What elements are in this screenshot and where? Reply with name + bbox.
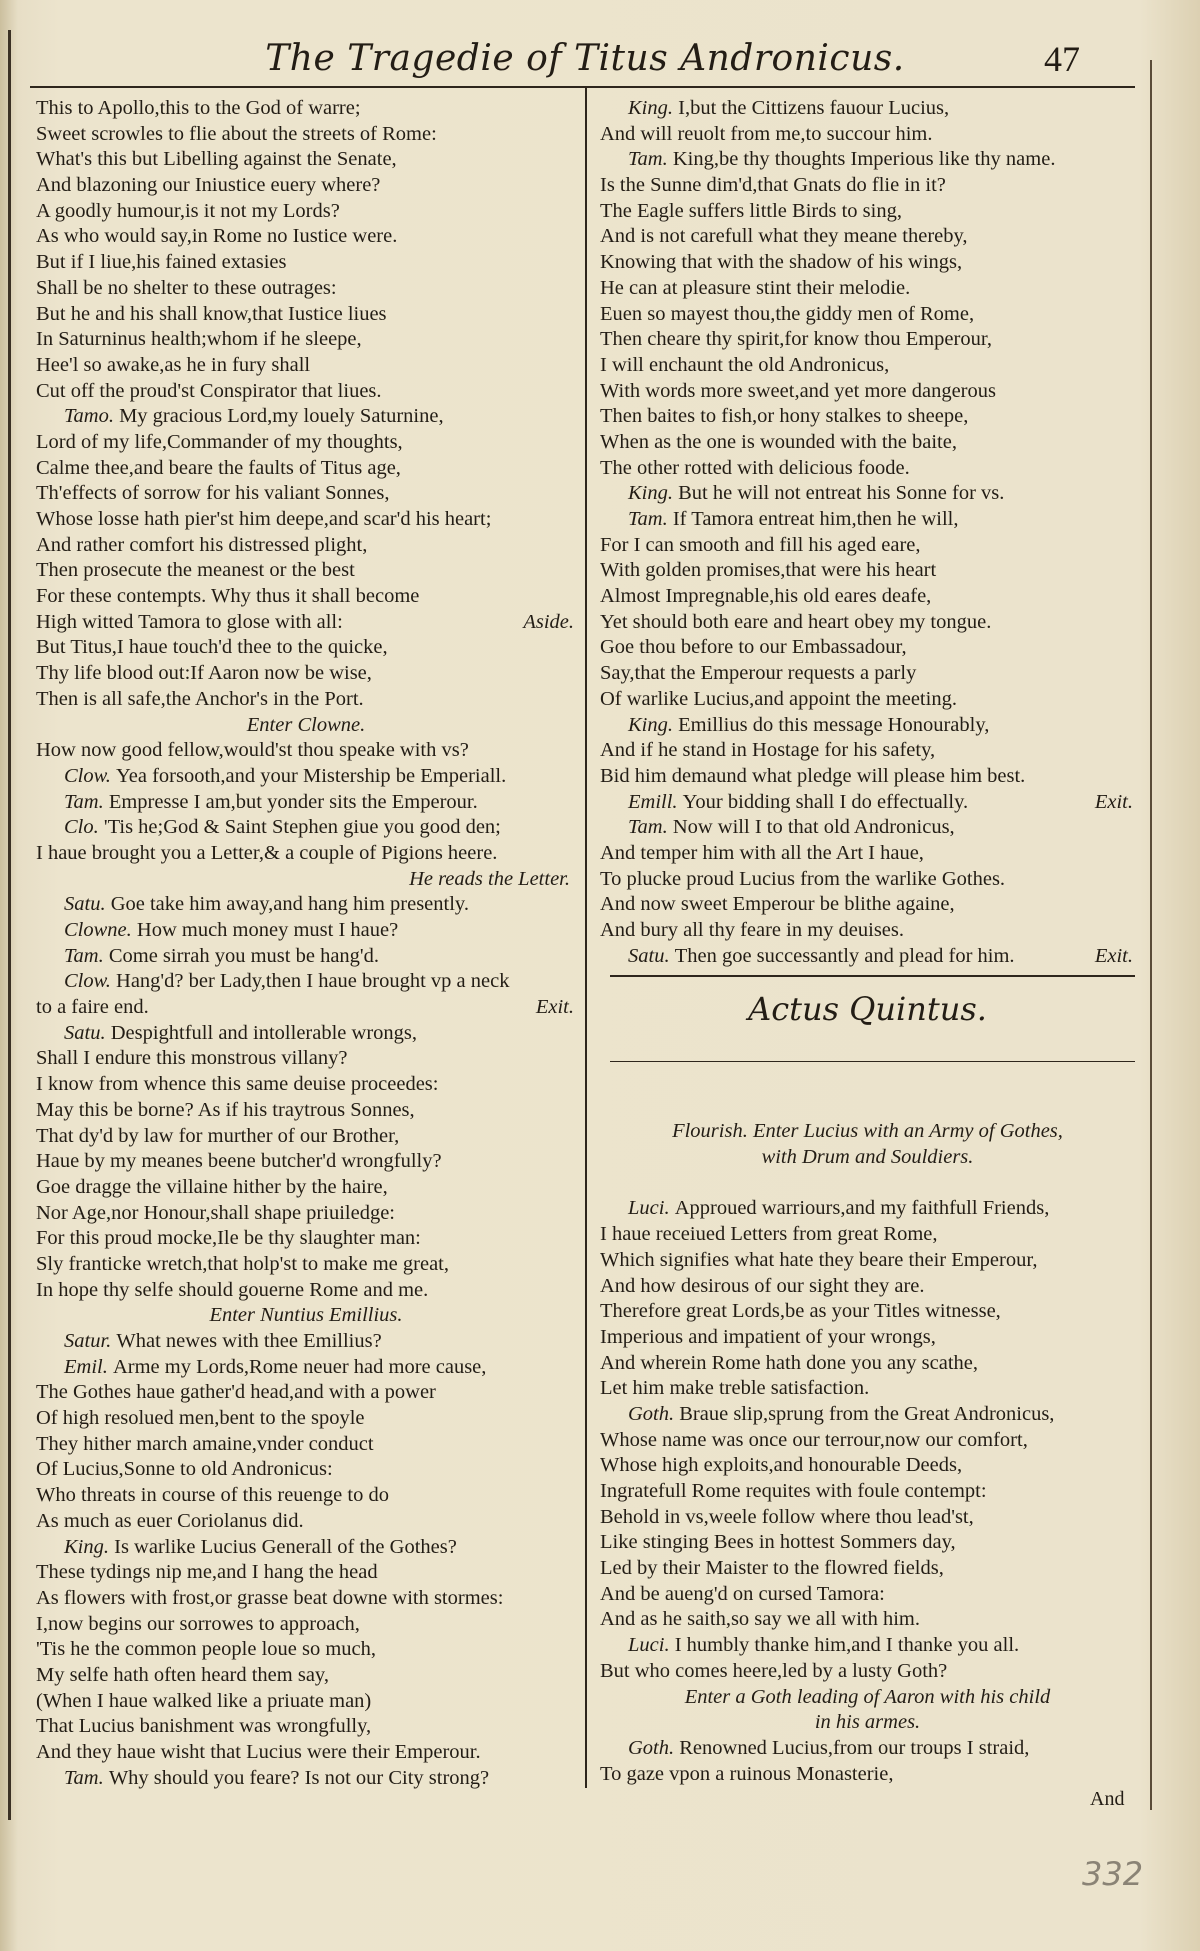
line-text: Then prosecute the meanest or the best — [36, 559, 355, 582]
verse-line — [600, 1222, 1135, 1248]
verse-line — [600, 302, 1135, 328]
speaker-prefix: Tam. — [628, 148, 673, 171]
line-text: Behold in vs,weele follow where thou lead'st, — [600, 1505, 974, 1528]
line-text: Imperious and impatient of your wrongs, — [600, 1325, 936, 1348]
folio-number: 47 — [1044, 39, 1080, 79]
verse-line — [600, 404, 1135, 430]
verse-line — [600, 1607, 1135, 1633]
verse-line — [36, 1406, 576, 1432]
verse-line — [600, 1299, 1135, 1325]
line-text: As flowers with frost,or grasse beat downe with stormes: — [36, 1586, 504, 1609]
verse-line — [600, 1505, 1135, 1531]
verse-line — [600, 841, 1135, 867]
verse-line — [36, 1021, 576, 1047]
line-text: Which signifies what hate they beare their Emperour, — [600, 1248, 1038, 1271]
line-text: The other rotted with delicious foode. — [600, 456, 910, 479]
verse-line — [36, 1072, 576, 1098]
verse-line — [600, 353, 1135, 379]
verse-line — [600, 661, 1135, 687]
line-text: In hope thy selfe should gouerne Rome and me. — [36, 1278, 429, 1301]
speaker-prefix: Tam. — [628, 508, 673, 530]
speaker-prefix: Satur. — [64, 1330, 117, 1352]
line-text: 'Tis he the common people loue so much, — [36, 1638, 377, 1661]
right-column — [600, 96, 1135, 1787]
line-text: How now good fellow,would'st thou speake with vs? — [36, 739, 469, 762]
verse-line — [36, 1457, 576, 1483]
verse-line — [36, 969, 576, 995]
verse-line — [600, 1248, 1135, 1274]
verse-line — [36, 379, 576, 405]
verse-line — [600, 1351, 1135, 1377]
column-divider — [585, 88, 587, 1788]
stage-direction: Enter a Goth leading of Aaron with his child — [684, 1685, 1051, 1708]
speaker-prefix: Clow. — [64, 764, 117, 787]
line-text: As much as euer Coriolanus did. — [36, 1509, 304, 1532]
verse-line — [36, 1226, 576, 1252]
line-text: A goodly humour,is it not my Lords? — [36, 199, 340, 222]
verse-line — [600, 147, 1135, 173]
verse-line — [600, 764, 1135, 790]
line-text: I know from whence this same deuise proceedes: — [36, 1073, 439, 1096]
verse-line — [36, 404, 576, 430]
verse-line — [600, 738, 1135, 764]
verse-line — [600, 507, 1135, 533]
line-text: And now sweet Emperour be blithe againe, — [600, 893, 955, 916]
line-text: Who threats in course of this reuenge to do — [36, 1484, 389, 1507]
line-text: Goe thou before to our Embassadour, — [600, 636, 907, 659]
exit-direction: Exit. — [535, 996, 574, 1019]
verse-line — [600, 1736, 1135, 1762]
page-edge-rule-right — [1150, 60, 1152, 1810]
line-text: Haue by my meanes beene butcher'd wrongfully? — [36, 1150, 442, 1173]
line-text: And as he saith,so say we all with him. — [600, 1608, 920, 1631]
line-text: But Titus,I haue touch'd thee to the quicke, — [36, 636, 388, 659]
speaker-prefix: Tam. — [64, 1766, 109, 1789]
line-text: The Gothes haue gather'd head,and with a power — [36, 1381, 436, 1404]
page-edge-rule — [8, 30, 11, 1820]
verse-line — [36, 584, 576, 610]
line-text: For this proud mocke,Ile be thy slaughter man: — [36, 1227, 421, 1250]
verse-line — [36, 1714, 576, 1740]
verse-line — [36, 1329, 576, 1355]
line-text: And temper him with all the Art I haue, — [600, 841, 924, 864]
line-text: Is warlike Lucius Generall of the Gothes? — [114, 1535, 457, 1558]
running-title: The Tragedie of Titus Andronicus. — [265, 38, 905, 79]
line-text: Sweet scrowles to flie about the streets of Rome: — [36, 122, 437, 145]
speaker-prefix: Clow. — [64, 970, 117, 993]
act-rule-bottom — [610, 1061, 1135, 1062]
verse-line — [36, 302, 576, 328]
verse-line — [600, 1196, 1135, 1222]
line-text: Euen so mayest thou,the giddy men of Rome, — [600, 302, 975, 325]
line-text: Despightfull and intollerable wrongs, — [110, 1021, 418, 1044]
line-text: Of high resolued men,bent to the spoyle — [36, 1407, 365, 1430]
speaker-prefix: Tamo. — [64, 405, 120, 428]
speaker-prefix: Emil. — [64, 1355, 113, 1378]
line-text: To gaze vpon a ruinous Monasterie, — [600, 1762, 894, 1785]
speaker-prefix: Goth. — [628, 1402, 680, 1425]
line-text: When as the one is wounded with the baite, — [600, 430, 957, 453]
speaker-prefix: Satu. — [64, 893, 111, 916]
verse-line — [36, 353, 576, 379]
speaker-prefix: Satu. — [64, 1021, 111, 1044]
speaker-prefix: Tam. — [628, 816, 673, 839]
verse-line — [600, 790, 1135, 816]
line-text: And is not carefull what they meane thereby, — [600, 225, 968, 248]
verse-line — [36, 610, 576, 636]
verse-line — [600, 1274, 1135, 1300]
verse-line — [600, 1325, 1135, 1351]
speaker-prefix: Emill. — [628, 790, 683, 813]
verse-line — [36, 1380, 576, 1406]
line-text: Thy life blood out:If Aaron now be wise, — [36, 662, 372, 685]
verse-line — [600, 558, 1135, 584]
verse-line — [36, 1689, 576, 1715]
speaker-prefix: Tam. — [64, 790, 109, 813]
verse-line — [36, 507, 576, 533]
speaker-prefix: King. — [628, 97, 679, 119]
verse-line — [600, 430, 1135, 456]
line-text: Then cheare thy spirit,for know thou Emperour, — [600, 328, 992, 351]
line-text: Shall be no shelter to these outrages: — [36, 276, 337, 299]
line-text: Whose high exploits,and honourable Deeds, — [600, 1454, 963, 1477]
verse-line — [600, 122, 1135, 148]
line-text: And wherein Rome hath done you any scathe, — [600, 1351, 979, 1374]
line-text: Let him make treble satisfaction. — [600, 1377, 870, 1400]
line-text: Of Lucius,Sonne to old Andronicus: — [36, 1458, 333, 1481]
line-text: And will reuolt from me,to succour him. — [600, 122, 933, 145]
verse-line — [36, 96, 576, 122]
verse-line — [36, 661, 576, 687]
line-text: I humbly thanke him,and I thanke you all. — [674, 1634, 1020, 1657]
catchword: And — [1090, 1788, 1125, 1810]
verse-line — [36, 1175, 576, 1201]
verse-line — [36, 764, 576, 790]
verse-line — [600, 635, 1135, 661]
line-text: Is the Sunne dim'd,that Gnats do flie in it? — [600, 174, 946, 197]
verse-line — [36, 1252, 576, 1278]
line-text: May this be borne? As if his traytrous Sonnes, — [36, 1098, 415, 1121]
act-rule-top — [610, 975, 1135, 977]
line-text: Knowing that with the shadow of his wings, — [600, 251, 963, 274]
speaker-prefix: Clowne. — [64, 919, 137, 941]
verse-line — [36, 635, 576, 661]
line-text: Say,that the Emperour requests a parly — [600, 662, 917, 685]
stage-direction: Enter Clowne. — [246, 713, 366, 736]
line-text: How much money must I haue? — [136, 919, 399, 941]
act-title: Actus Quintus. — [748, 990, 987, 1029]
line-text: I will enchaunt the old Andronicus, — [600, 353, 890, 376]
verse-line — [36, 1740, 576, 1766]
line-text: Calme thee,and beare the faults of Titus age, — [36, 456, 401, 479]
verse-line — [600, 867, 1135, 893]
line-text: Now will I to that old Andronicus, — [672, 816, 955, 839]
verse-line — [36, 1201, 576, 1227]
verse-line — [36, 841, 576, 867]
verse-line — [600, 199, 1135, 225]
line-text: Cut off the proud'st Conspirator that liues. — [36, 379, 382, 402]
stage-direction: in his armes. — [814, 1711, 921, 1734]
verse-line — [600, 584, 1135, 610]
verse-line — [36, 1124, 576, 1150]
line-text: And blazoning our Iniustice euery where? — [36, 174, 381, 197]
line-text: Arme my Lords,Rome neuer had more cause, — [112, 1355, 487, 1378]
line-text: To plucke proud Lucius from the warlike Gothes. — [600, 867, 1006, 890]
line-text: For these contempts. Why thus it shall become — [36, 585, 420, 608]
line-text: Whose name was once our terrour,now our comfort, — [600, 1428, 1028, 1451]
exit-direction: Exit. — [1094, 944, 1133, 967]
verse-line — [600, 1402, 1135, 1428]
right-column-top — [600, 96, 1135, 969]
line-text: King,be thy thoughts Imperious like thy name. — [672, 148, 1056, 171]
line-text: And how desirous of our sight they are. — [600, 1274, 925, 1297]
verse-line — [600, 918, 1135, 944]
verse-line — [600, 1171, 1135, 1197]
line-text: Bid him demaund what pledge will please him best. — [600, 764, 1026, 787]
handwritten-page-note: 332 — [1082, 1855, 1144, 1893]
verse-line — [36, 815, 576, 841]
line-text: to a faire end. — [36, 996, 149, 1019]
running-header — [30, 36, 1140, 86]
verse-line — [36, 1483, 576, 1509]
verse-line — [36, 1535, 576, 1561]
verse-line — [36, 224, 576, 250]
verse-line — [36, 790, 576, 816]
line-text: He can at pleasure stint their melodie. — [600, 276, 911, 299]
verse-line — [600, 456, 1135, 482]
verse-line — [36, 1637, 576, 1663]
verse-line — [36, 533, 576, 559]
verse-line — [36, 1766, 576, 1792]
verse-line — [600, 1453, 1135, 1479]
line-text: And be aueng'd on cursed Tamora: — [600, 1582, 885, 1605]
verse-line — [36, 918, 576, 944]
verse-line — [36, 1432, 576, 1458]
verse-line — [36, 147, 576, 173]
line-text: My gracious Lord,my louely Saturnine, — [119, 405, 444, 428]
line-text: I,now begins our sorrowes to approach, — [36, 1612, 360, 1635]
verse-line — [36, 892, 576, 918]
line-text: Then is all safe,the Anchor's in the Port. — [36, 687, 364, 710]
verse-line — [600, 1762, 1135, 1788]
line-text: What newes with thee Emillius? — [116, 1330, 382, 1352]
line-text: Hang'd? ber Lady,then I haue brought vp a neck — [116, 970, 510, 993]
line-text: Nor Age,nor Honour,shall shape priuiledge: — [36, 1201, 395, 1224]
verse-line — [600, 1582, 1135, 1608]
verse-line — [36, 1149, 576, 1175]
verse-line — [600, 1479, 1135, 1505]
verse-line — [36, 122, 576, 148]
line-text: What's this but Libelling against the Senate, — [36, 148, 397, 171]
line-text: That Lucius banishment was wrongfully, — [36, 1715, 372, 1738]
line-text: Why should you feare? Is not our City strong? — [108, 1766, 490, 1789]
verse-line — [600, 1376, 1135, 1402]
line-text: Sly franticke wretch,that holp'st to make me great, — [36, 1252, 449, 1275]
line-text: Like stinging Bees in hottest Sommers day, — [600, 1531, 956, 1554]
verse-line — [600, 892, 1135, 918]
line-text: This to Apollo,this to the God of warre; — [36, 97, 361, 119]
aside-direction: Aside. — [523, 610, 574, 633]
stage-direction: He reads the Letter. — [409, 867, 570, 890]
verse-line — [600, 481, 1135, 507]
speaker-prefix: King. — [628, 482, 679, 505]
line-text: In Saturninus health;whom if he sleepe, — [36, 328, 362, 351]
line-text: Then baites to fish,or hony stalkes to sheepe, — [600, 405, 969, 428]
verse-line — [36, 327, 576, 353]
line-text: Th'effects of sorrow for his valiant Sonnes, — [36, 482, 390, 505]
line-text: Almost Impregnable,his old eares deafe, — [600, 585, 932, 608]
line-text: If Tamora entreat him,then he will, — [672, 508, 959, 530]
line-text: Goe take him away,and hang him presently. — [110, 893, 469, 916]
speaker-prefix: Tam. — [64, 944, 109, 967]
verse-line — [600, 276, 1135, 302]
verse-line — [600, 1556, 1135, 1582]
verse-line — [36, 1586, 576, 1612]
exit-direction: Exit. — [1094, 790, 1133, 813]
line-text: The Eagle suffers little Birds to sing, — [600, 199, 902, 222]
line-text: I haue brought you a Letter,& a couple of Pigions heere. — [36, 841, 498, 864]
line-text: High witted Tamora to glose with all: — [36, 610, 343, 633]
line-text: Empresse I am,but yonder sits the Emperour. — [108, 790, 478, 813]
line-text: With golden promises,that were his heart — [600, 559, 937, 582]
verse-line — [36, 1509, 576, 1535]
line-text: Yea forsooth,and your Mistership be Emperiall. — [116, 764, 507, 787]
verse-line — [600, 1659, 1135, 1685]
line-text: Shall I endure this monstrous villany? — [36, 1047, 348, 1070]
right-column-bottom — [600, 1119, 1135, 1787]
line-text: But if I liue,his fained extasies — [36, 251, 287, 274]
verse-line — [600, 224, 1135, 250]
verse-line — [36, 1612, 576, 1638]
verse-line — [600, 815, 1135, 841]
line-text: Emillius do this message Honourably, — [678, 713, 990, 736]
line-text: 'Tis he;God & Saint Stephen giue you good den; — [103, 816, 501, 839]
line-text: I,but the Cittizens fauour Lucius, — [678, 97, 950, 119]
line-text: That dy'd by law for murther of our Brother, — [36, 1124, 400, 1147]
line-text: Yet should both eare and heart obey my tongue. — [600, 610, 992, 633]
speaker-prefix: Clo. — [64, 816, 104, 839]
line-text: Therefore great Lords,be as your Titles witnesse, — [600, 1300, 1001, 1323]
line-text: Braue slip,sprung from the Great Andronicus, — [679, 1402, 1055, 1425]
line-text: And rather comfort his distressed plight, — [36, 533, 368, 556]
line-text: Of warlike Lucius,and appoint the meeting. — [600, 687, 957, 710]
verse-line — [36, 995, 576, 1021]
line-text: With words more sweet,and yet more dangerous — [600, 379, 996, 402]
line-text: My selfe hath often heard them say, — [36, 1663, 329, 1686]
speaker-prefix: Goth. — [628, 1736, 680, 1759]
verse-line — [600, 610, 1135, 636]
verse-line — [600, 1428, 1135, 1454]
line-text: And bury all thy feare in my deuises. — [600, 919, 905, 941]
line-text: Approued warriours,and my faithfull Friends, — [674, 1197, 1050, 1220]
verse-line — [36, 1560, 576, 1586]
verse-line — [36, 944, 576, 970]
verse-line — [600, 250, 1135, 276]
line-text: But who comes heere,led by a lusty Goth? — [600, 1659, 948, 1682]
line-text: And they haue wisht that Lucius were their Emperour. — [36, 1741, 481, 1763]
verse-line — [600, 96, 1135, 122]
verse-line — [36, 1046, 576, 1072]
speaker-prefix: Luci. — [628, 1634, 675, 1657]
verse-line — [36, 1355, 576, 1381]
line-text: Whose losse hath pier'st him deepe,and scar'd his heart; — [36, 508, 492, 530]
act-heading — [600, 969, 1135, 1119]
verse-line — [600, 944, 1135, 970]
verse-line — [36, 1663, 576, 1689]
line-text: But he and his shall know,that Iustice liues — [36, 302, 387, 325]
line-text: For I can smooth and fill his aged eare, — [600, 533, 921, 556]
line-text: But he will not entreat his Sonne for vs. — [678, 482, 1005, 505]
line-text: They hither march amaine,vnder conduct — [36, 1432, 374, 1455]
line-text: Goe dragge the villaine hither by the haire, — [36, 1175, 388, 1198]
speaker-prefix: King. — [628, 713, 679, 736]
verse-line — [36, 276, 576, 302]
verse-line — [600, 173, 1135, 199]
verse-line — [36, 173, 576, 199]
verse-line — [36, 456, 576, 482]
verse-line — [36, 738, 576, 764]
speaker-prefix: Luci. — [628, 1197, 675, 1220]
line-text: Ingratefull Rome requites with foule contempt: — [600, 1480, 987, 1502]
verse-line — [36, 1278, 576, 1304]
line-text: These tydings nip me,and I hang the head — [36, 1561, 378, 1584]
verse-line — [600, 1530, 1135, 1556]
verse-line — [36, 1098, 576, 1124]
stage-direction: Flourish. Enter Lucius with an Army of Gothes, — [672, 1120, 1063, 1143]
speaker-prefix: Satu. — [628, 944, 675, 967]
verse-line — [36, 558, 576, 584]
verse-line — [36, 481, 576, 507]
verse-line — [600, 1633, 1135, 1659]
verse-line — [36, 250, 576, 276]
line-text: As who would say,in Rome no Iustice were. — [36, 225, 398, 248]
line-text: Your bidding shall I do effectually. — [682, 790, 969, 813]
verse-line — [600, 379, 1135, 405]
header-rule — [30, 86, 1135, 88]
verse-line — [600, 687, 1135, 713]
verse-line — [36, 687, 576, 713]
verse-line — [36, 199, 576, 225]
line-text: Lord of my life,Commander of my thoughts, — [36, 430, 403, 453]
stage-direction: Enter Nuntius Emillius. — [209, 1304, 403, 1327]
line-text: Renowned Lucius,from our troups I straid, — [679, 1736, 1030, 1759]
verse-line — [36, 430, 576, 456]
verse-line — [600, 327, 1135, 353]
line-text: And if he stand in Hostage for his safety, — [600, 739, 936, 762]
left-column — [36, 96, 576, 1791]
verse-line — [600, 713, 1135, 739]
line-text: Hee'l so awake,as he in fury shall — [36, 353, 311, 376]
line-text: Come sirrah you must be hang'd. — [108, 944, 379, 967]
verse-line — [600, 533, 1135, 559]
line-text: Led by their Maister to the flowred fields, — [600, 1557, 944, 1580]
line-text: Then goe successantly and plead for him. — [674, 944, 1015, 967]
stage-direction: with Drum and Souldiers. — [761, 1146, 974, 1169]
line-text: (When I haue walked like a priuate man) — [36, 1689, 372, 1712]
line-text: I haue receiued Letters from great Rome, — [600, 1223, 938, 1246]
speaker-prefix: King. — [64, 1535, 115, 1558]
